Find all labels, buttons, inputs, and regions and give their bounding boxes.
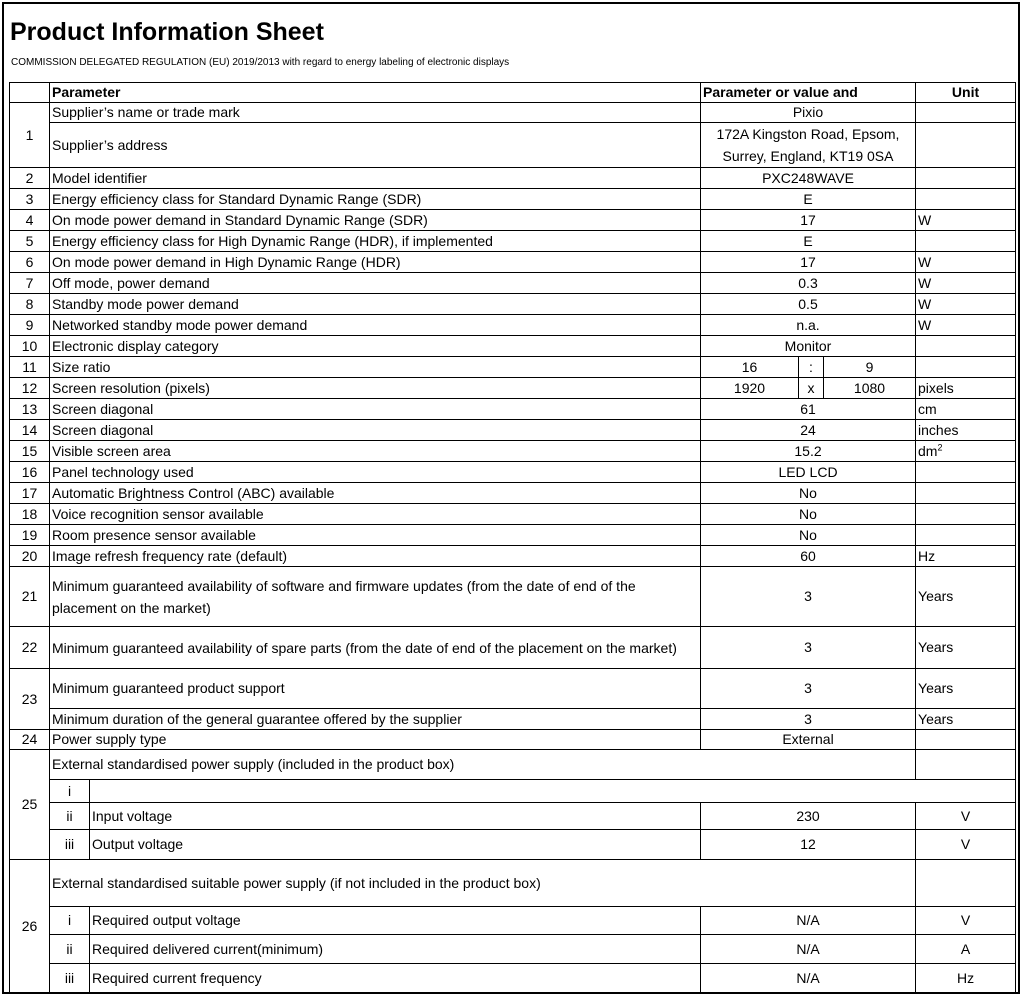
row-unit: Years — [916, 669, 1016, 709]
row-value: 15.2 — [701, 441, 916, 462]
row-number: 20 — [10, 546, 50, 567]
row-number: 15 — [10, 441, 50, 462]
row-parameter: Size ratio — [50, 357, 701, 378]
row-number: 1 — [10, 103, 50, 168]
row-number: 17 — [10, 483, 50, 504]
row-number: 14 — [10, 420, 50, 441]
product-information-sheet — [2, 2, 1020, 994]
item-parameter: Required current frequency — [90, 964, 701, 994]
item-roman: iii — [50, 830, 90, 860]
row-value: 0.5 — [701, 294, 916, 315]
item-value: N/A — [701, 907, 916, 935]
row-number: 2 — [10, 168, 50, 189]
row-value: 17 — [701, 210, 916, 231]
row-number: 18 — [10, 504, 50, 525]
row-number: 12 — [10, 378, 50, 399]
row-value: External — [701, 730, 916, 750]
item-roman: ii — [50, 803, 90, 830]
resolution-separator: x — [799, 378, 824, 399]
row-parameter: Energy efficiency class for High Dynamic Range (HDR), if implemented — [50, 231, 701, 252]
row-unit: W — [916, 294, 1016, 315]
row-number: 13 — [10, 399, 50, 420]
item-parameter: Output voltage — [90, 830, 701, 860]
row-parameter: Electronic display category — [50, 336, 701, 357]
row-number: 10 — [10, 336, 50, 357]
row-value: Monitor — [701, 336, 916, 357]
row-unit — [916, 336, 1016, 357]
item-parameter — [90, 780, 1016, 803]
row-value: No — [701, 504, 916, 525]
row-parameter: Minimum guaranteed product support — [50, 669, 701, 709]
row-number: 16 — [10, 462, 50, 483]
row-unit: Years — [916, 627, 1016, 669]
item-parameter: Required output voltage — [90, 907, 701, 935]
row-number: 9 — [10, 315, 50, 336]
header-parameter: Parameter — [50, 83, 701, 103]
row-value: n.a. — [701, 315, 916, 336]
row-value: PXC248WAVE — [701, 168, 916, 189]
row-unit: inches — [916, 420, 1016, 441]
row-number: 23 — [10, 669, 50, 730]
size-ratio-height: 9 — [824, 357, 916, 378]
row-parameter: Voice recognition sensor available — [50, 504, 701, 525]
row-number: 4 — [10, 210, 50, 231]
row-value: E — [701, 231, 916, 252]
item-unit: A — [916, 935, 1016, 964]
row-parameter: Minimum duration of the general guarantee offered by the supplier — [50, 709, 701, 730]
row-unit — [916, 189, 1016, 210]
row-parameter: On mode power demand in High Dynamic Range (HDR) — [50, 252, 701, 273]
row-unit — [916, 168, 1016, 189]
row-unit — [916, 103, 1016, 123]
item-parameter: Required delivered current(minimum) — [90, 935, 701, 964]
item-value: N/A — [701, 964, 916, 994]
item-value: 12 — [701, 830, 916, 860]
row-value: 3 — [701, 567, 916, 627]
size-ratio-width: 16 — [701, 357, 799, 378]
item-roman: iii — [50, 964, 90, 994]
resolution-height: 1080 — [824, 378, 916, 399]
unit-superscript: 2 — [937, 441, 943, 452]
row-parameter: Minimum guaranteed availability of spare parts (from the date of end of the placement on the market) — [50, 627, 701, 669]
row-parameter: Screen diagonal — [50, 420, 701, 441]
row-parameter: Off mode, power demand — [50, 273, 701, 294]
row-value: 3 — [701, 627, 916, 669]
row-unit — [916, 730, 1016, 750]
row-value: 3 — [701, 669, 916, 709]
item-roman: i — [50, 780, 90, 803]
row-number: 22 — [10, 627, 50, 669]
row-value: No — [701, 525, 916, 546]
row-parameter: Panel technology used — [50, 462, 701, 483]
row-parameter: Power supply type — [50, 730, 701, 750]
row-parameter: Room presence sensor available — [50, 525, 701, 546]
row-unit: W — [916, 273, 1016, 294]
header-num-cell — [10, 83, 50, 103]
row-unit — [916, 483, 1016, 504]
row-value: Pixio — [701, 103, 916, 123]
product-info-table — [9, 82, 1016, 994]
row-value: 17 — [701, 252, 916, 273]
row-number: 19 — [10, 525, 50, 546]
section-unit-cell — [916, 750, 1016, 780]
item-unit: V — [916, 803, 1016, 830]
section-number: 26 — [10, 860, 50, 994]
row-parameter: Model identifier — [50, 168, 701, 189]
row-number: 7 — [10, 273, 50, 294]
section-number: 25 — [10, 750, 50, 860]
row-parameter: Energy efficiency class for Standard Dynamic Range (SDR) — [50, 189, 701, 210]
item-value: N/A — [701, 935, 916, 964]
row-value: 24 — [701, 420, 916, 441]
row-value: No — [701, 483, 916, 504]
item-unit: V — [916, 907, 1016, 935]
row-parameter: Automatic Brightness Control (ABC) available — [50, 483, 701, 504]
item-value: 230 — [701, 803, 916, 830]
row-unit: pixels — [916, 378, 1016, 399]
row-number: 5 — [10, 231, 50, 252]
header-unit: Unit — [916, 83, 1016, 103]
row-unit — [916, 504, 1016, 525]
item-roman: i — [50, 907, 90, 935]
row-unit: W — [916, 315, 1016, 336]
row-parameter: Minimum guaranteed availability of software and firmware updates (from the date of end of the placement on the market) — [50, 567, 701, 627]
row-parameter: Visible screen area — [50, 441, 701, 462]
item-roman: ii — [50, 935, 90, 964]
unit-text: dm — [918, 442, 938, 459]
row-number: 24 — [10, 730, 50, 750]
row-parameter: On mode power demand in Standard Dynamic Range (SDR) — [50, 210, 701, 231]
section-label: External standardised suitable power supply (if not included in the product box) — [50, 860, 916, 907]
row-unit: cm — [916, 399, 1016, 420]
row-value: 60 — [701, 546, 916, 567]
item-unit: Hz — [916, 964, 1016, 994]
row-unit — [916, 462, 1016, 483]
row-number: 21 — [10, 567, 50, 627]
row-unit — [916, 357, 1016, 378]
row-number: 3 — [10, 189, 50, 210]
row-unit: W — [916, 252, 1016, 273]
row-value: 0.3 — [701, 273, 916, 294]
row-unit: Years — [916, 567, 1016, 627]
row-parameter: Screen diagonal — [50, 399, 701, 420]
row-number: 6 — [10, 252, 50, 273]
row-unit — [916, 525, 1016, 546]
page-title: Product Information Sheet — [10, 18, 324, 46]
item-unit: V — [916, 830, 1016, 860]
row-parameter: Screen resolution (pixels) — [50, 378, 701, 399]
row-unit: W — [916, 210, 1016, 231]
item-parameter: Input voltage — [90, 803, 701, 830]
header-value: Parameter or value and — [701, 83, 916, 103]
row-number: 8 — [10, 294, 50, 315]
row-parameter: Supplier’s address — [50, 123, 701, 168]
row-parameter: Standby mode power demand — [50, 294, 701, 315]
row-parameter: Image refresh frequency rate (default) — [50, 546, 701, 567]
row-value: LED LCD — [701, 462, 916, 483]
resolution-width: 1920 — [701, 378, 799, 399]
row-value: 172A Kingston Road, Epsom, Surrey, England, KT19 0SA — [701, 123, 916, 168]
section-unit-cell — [916, 860, 1016, 907]
row-value: E — [701, 189, 916, 210]
row-number: 11 — [10, 357, 50, 378]
row-value: 61 — [701, 399, 916, 420]
row-unit — [916, 441, 1016, 462]
row-unit: Years — [916, 709, 1016, 730]
row-value: 3 — [701, 709, 916, 730]
row-parameter: Networked standby mode power demand — [50, 315, 701, 336]
row-parameter: Supplier’s name or trade mark — [50, 103, 701, 123]
row-unit: Hz — [916, 546, 1016, 567]
section-label: External standardised power supply (included in the product box) — [50, 750, 916, 780]
size-ratio-separator: : — [799, 357, 824, 378]
page-subtitle: COMMISSION DELEGATED REGULATION (EU) 2019/2013 with regard to energy labeling of electronic displays — [11, 57, 510, 68]
row-unit — [916, 123, 1016, 168]
row-unit — [916, 231, 1016, 252]
